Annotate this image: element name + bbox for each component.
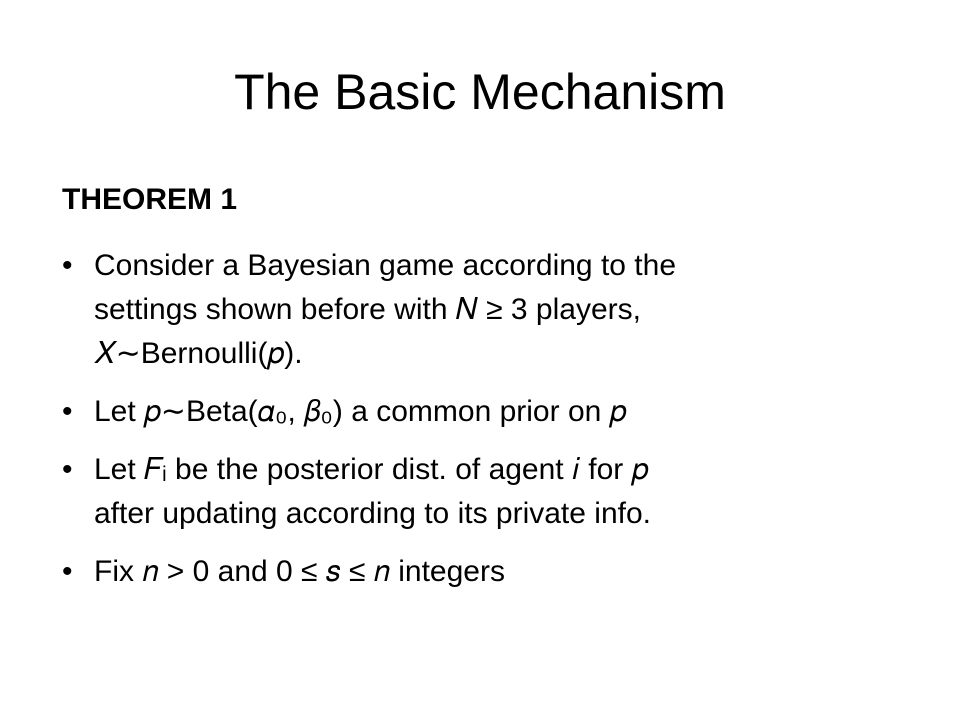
bullet-line: Fix 𝑛 > 0 and 0 ≤ 𝑠 ≤ 𝑛 integers — [94, 555, 505, 588]
bullet-line: Let 𝑝∼Beta(𝛼₀, 𝛽₀) a common prior on 𝑝 — [94, 395, 627, 428]
bullet-line: 𝑋∼Bernoulli(𝑝). — [94, 337, 303, 370]
bullet-icon: • — [62, 555, 73, 588]
bullet-line: settings shown before with 𝑁 ≥ 3 players, — [94, 293, 641, 326]
bullet-list — [62, 244, 922, 608]
bullet-line: after updating according to its private info. — [94, 497, 651, 530]
bullet-item — [62, 550, 922, 594]
bullet-item — [62, 448, 922, 536]
bullet-icon: • — [62, 395, 73, 428]
theorem-heading: THEOREM 1 — [62, 183, 238, 216]
bullet-line: Let 𝐹ᵢ be the posterior dist. of agent 𝑖 for 𝑝 — [94, 453, 649, 486]
bullet-icon: • — [62, 249, 73, 282]
bullet-item — [62, 244, 922, 376]
slide-title: The Basic Mechanism — [234, 64, 726, 120]
bullet-item — [62, 390, 922, 434]
bullet-icon: • — [62, 453, 73, 486]
bullet-line: Consider a Bayesian game according to the — [94, 249, 677, 282]
